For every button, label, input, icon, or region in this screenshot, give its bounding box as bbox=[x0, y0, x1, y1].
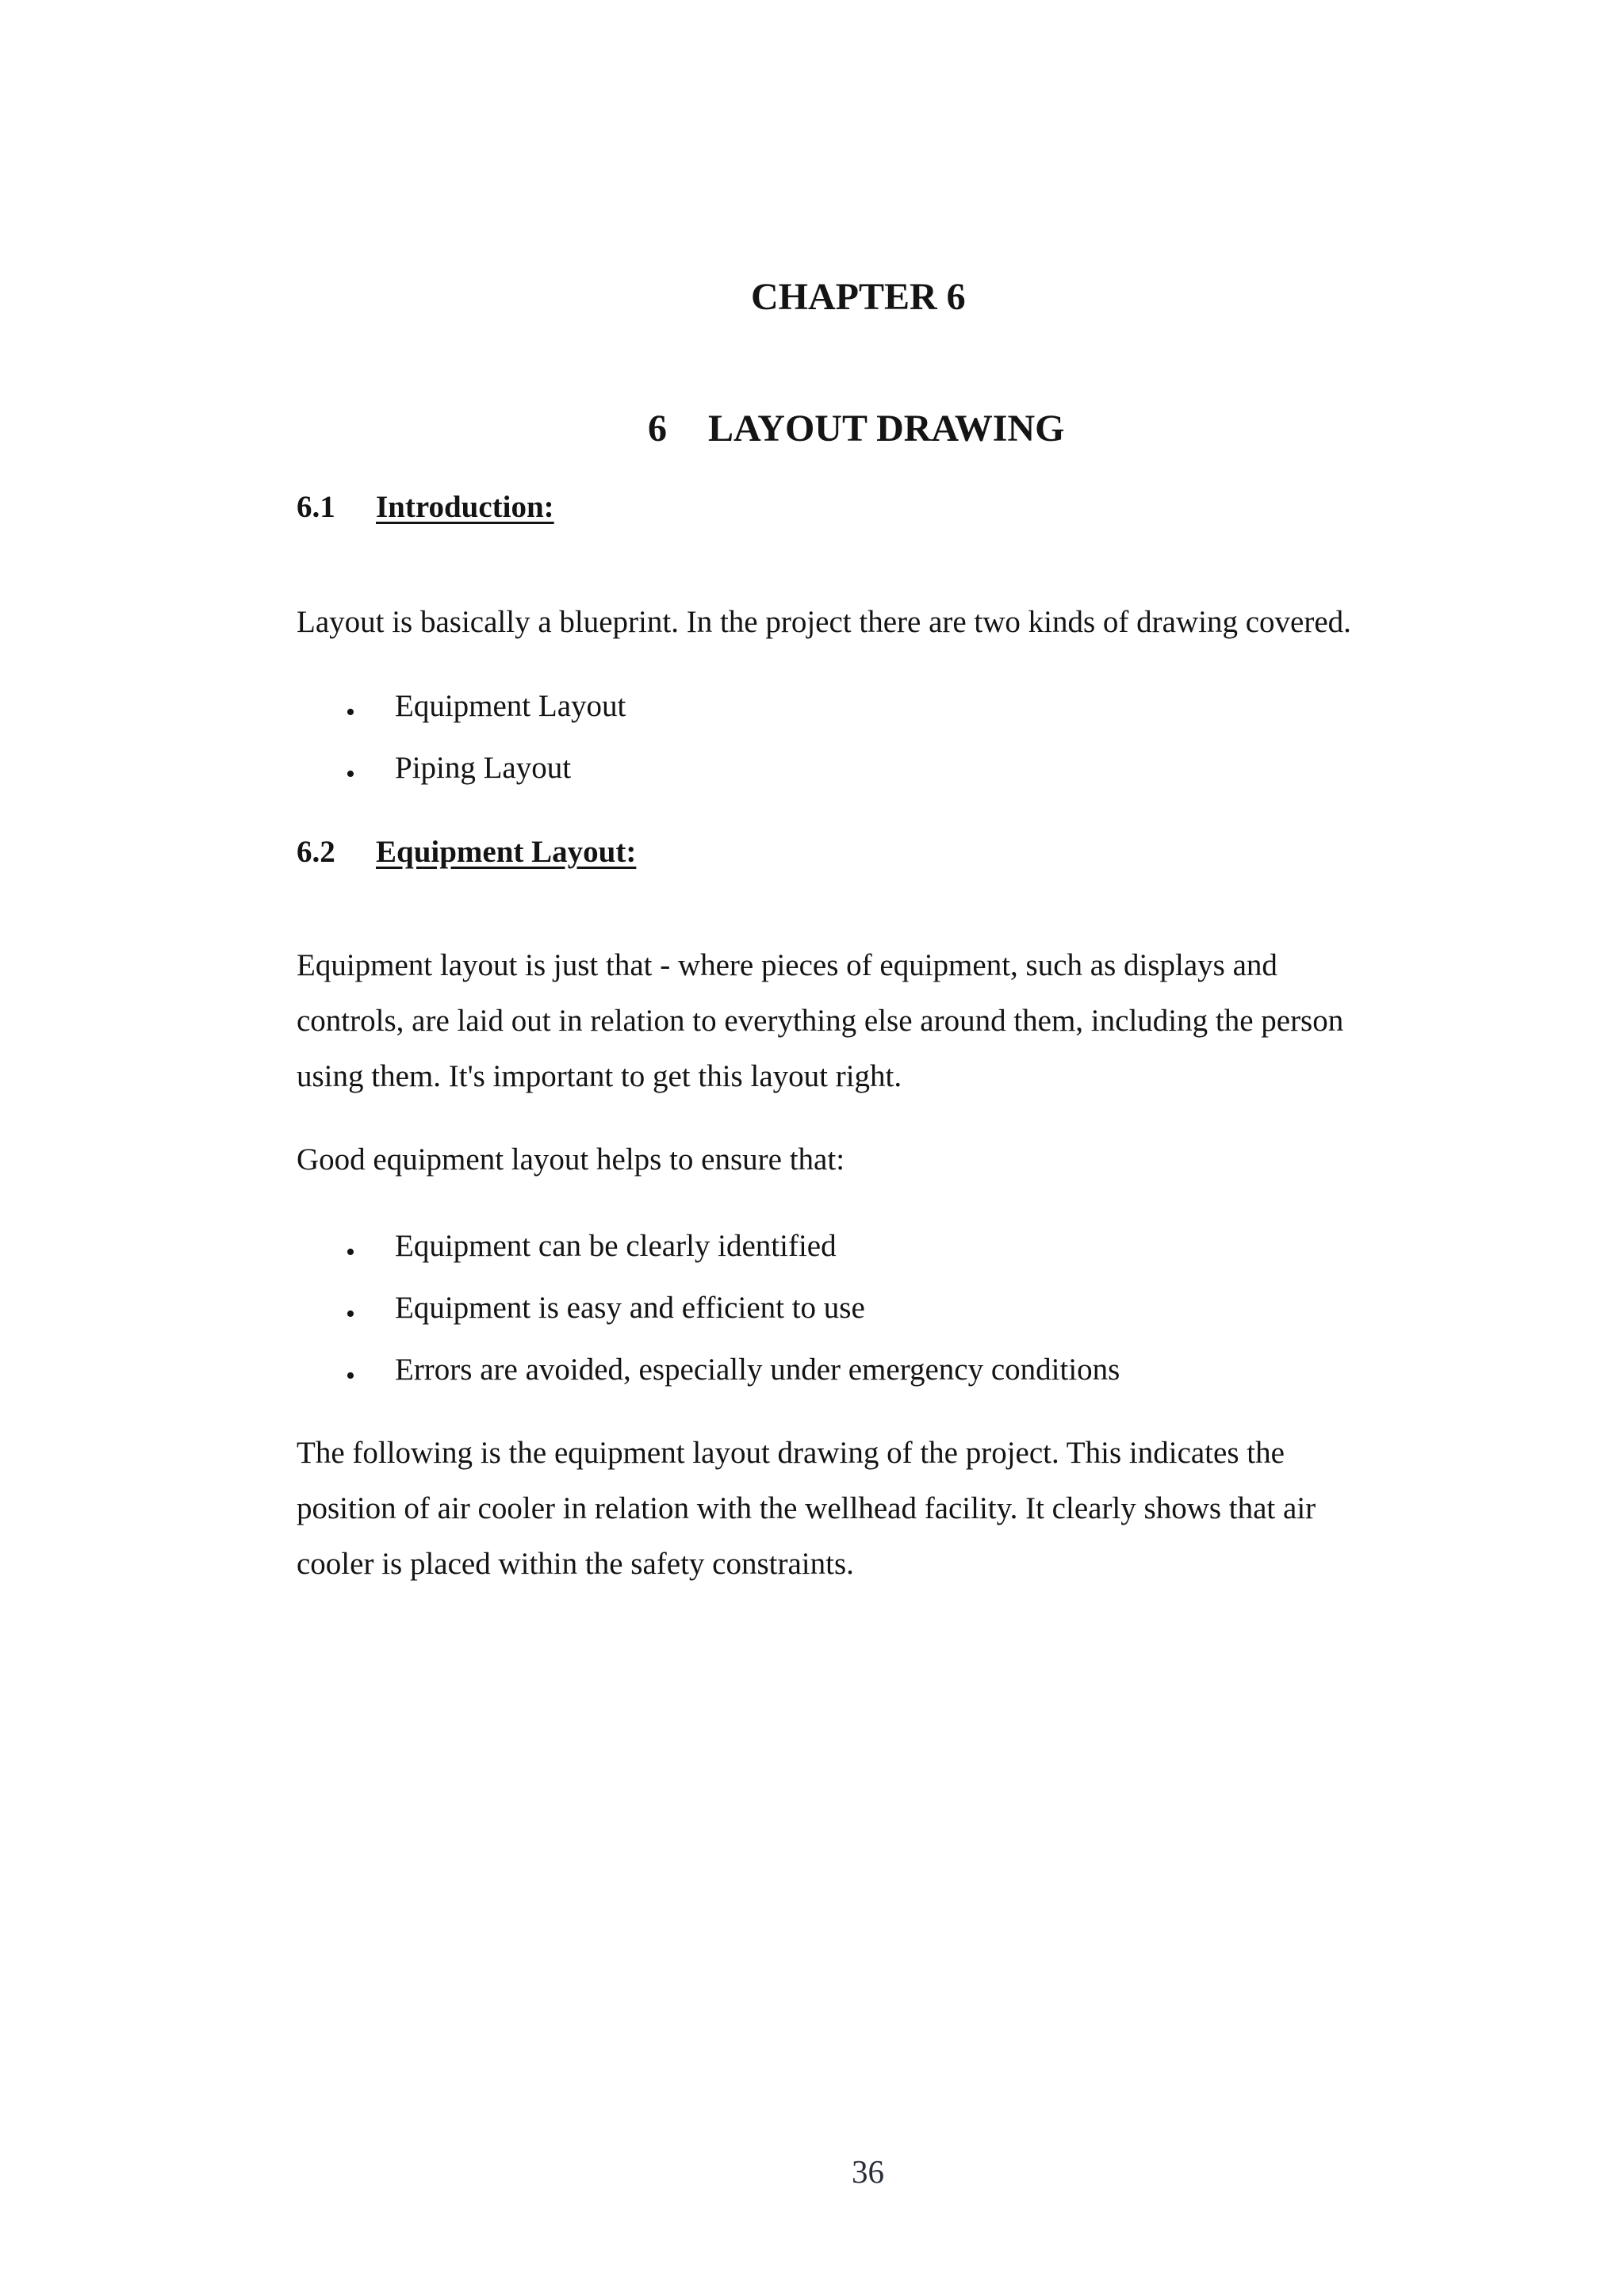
chapter-heading-number: 6 bbox=[648, 408, 667, 450]
list-item-text: Errors are avoided, especially under emergency conditions bbox=[395, 1353, 1120, 1387]
benefits-list bbox=[297, 1226, 1423, 1412]
bullet-icon: • bbox=[346, 1238, 355, 1267]
bullet-icon: • bbox=[346, 1299, 355, 1329]
section-heading-equipment-layout bbox=[297, 832, 636, 872]
section-number: 6.1 bbox=[297, 490, 335, 524]
section-title: Introduction: bbox=[376, 490, 554, 524]
paragraph-line: position of air cooler in relation with the wellhead facility. It clearly shows that air bbox=[297, 1491, 1316, 1525]
paragraph-line: using them. It's important to get this layout right. bbox=[297, 1059, 902, 1093]
list-item bbox=[297, 748, 1423, 810]
chapter-title: CHAPTER 6 bbox=[751, 276, 966, 318]
list-item-text: Equipment is easy and efficient to use bbox=[395, 1291, 865, 1325]
drawing-types-list bbox=[297, 687, 1423, 810]
list-item-text: Equipment can be clearly identified bbox=[395, 1229, 837, 1263]
bullet-icon: • bbox=[346, 698, 355, 727]
section-number: 6.2 bbox=[297, 835, 335, 869]
list-item-text: Equipment Layout bbox=[395, 689, 626, 723]
page-number: 36 bbox=[852, 2153, 884, 2190]
bullet-icon: • bbox=[346, 1361, 355, 1391]
paragraph-line: Layout is basically a blueprint. In the project there are two kinds of drawing covered. bbox=[297, 605, 1351, 639]
chapter-heading bbox=[648, 405, 1064, 453]
paragraph-line: cooler is placed within the safety constraints. bbox=[297, 1547, 854, 1581]
section-heading-introduction bbox=[297, 488, 554, 527]
paragraph-line: controls, are laid out in relation to everything else around them, including the person bbox=[297, 1004, 1344, 1038]
chapter-heading-title: LAYOUT DRAWING bbox=[708, 408, 1065, 450]
equipment-layout-paragraph bbox=[297, 938, 1423, 1104]
paragraph-line: The following is the equipment layout drawing of the project. This indicates the bbox=[297, 1436, 1285, 1470]
bullet-icon: • bbox=[346, 760, 355, 789]
paragraph-line: Equipment layout is just that - where pieces of equipment, such as displays and bbox=[297, 948, 1277, 982]
section-title: Equipment Layout: bbox=[376, 835, 637, 869]
list-item bbox=[297, 687, 1423, 748]
intro-paragraph bbox=[297, 595, 1423, 650]
list-item bbox=[297, 1226, 1423, 1288]
list-item bbox=[297, 1288, 1423, 1350]
lead-in-paragraph bbox=[297, 1132, 1423, 1188]
paragraph-line: Good equipment layout helps to ensure that: bbox=[297, 1142, 845, 1177]
list-item-text: Piping Layout bbox=[395, 751, 572, 785]
list-item bbox=[297, 1350, 1423, 1412]
closing-paragraph bbox=[297, 1425, 1423, 1592]
